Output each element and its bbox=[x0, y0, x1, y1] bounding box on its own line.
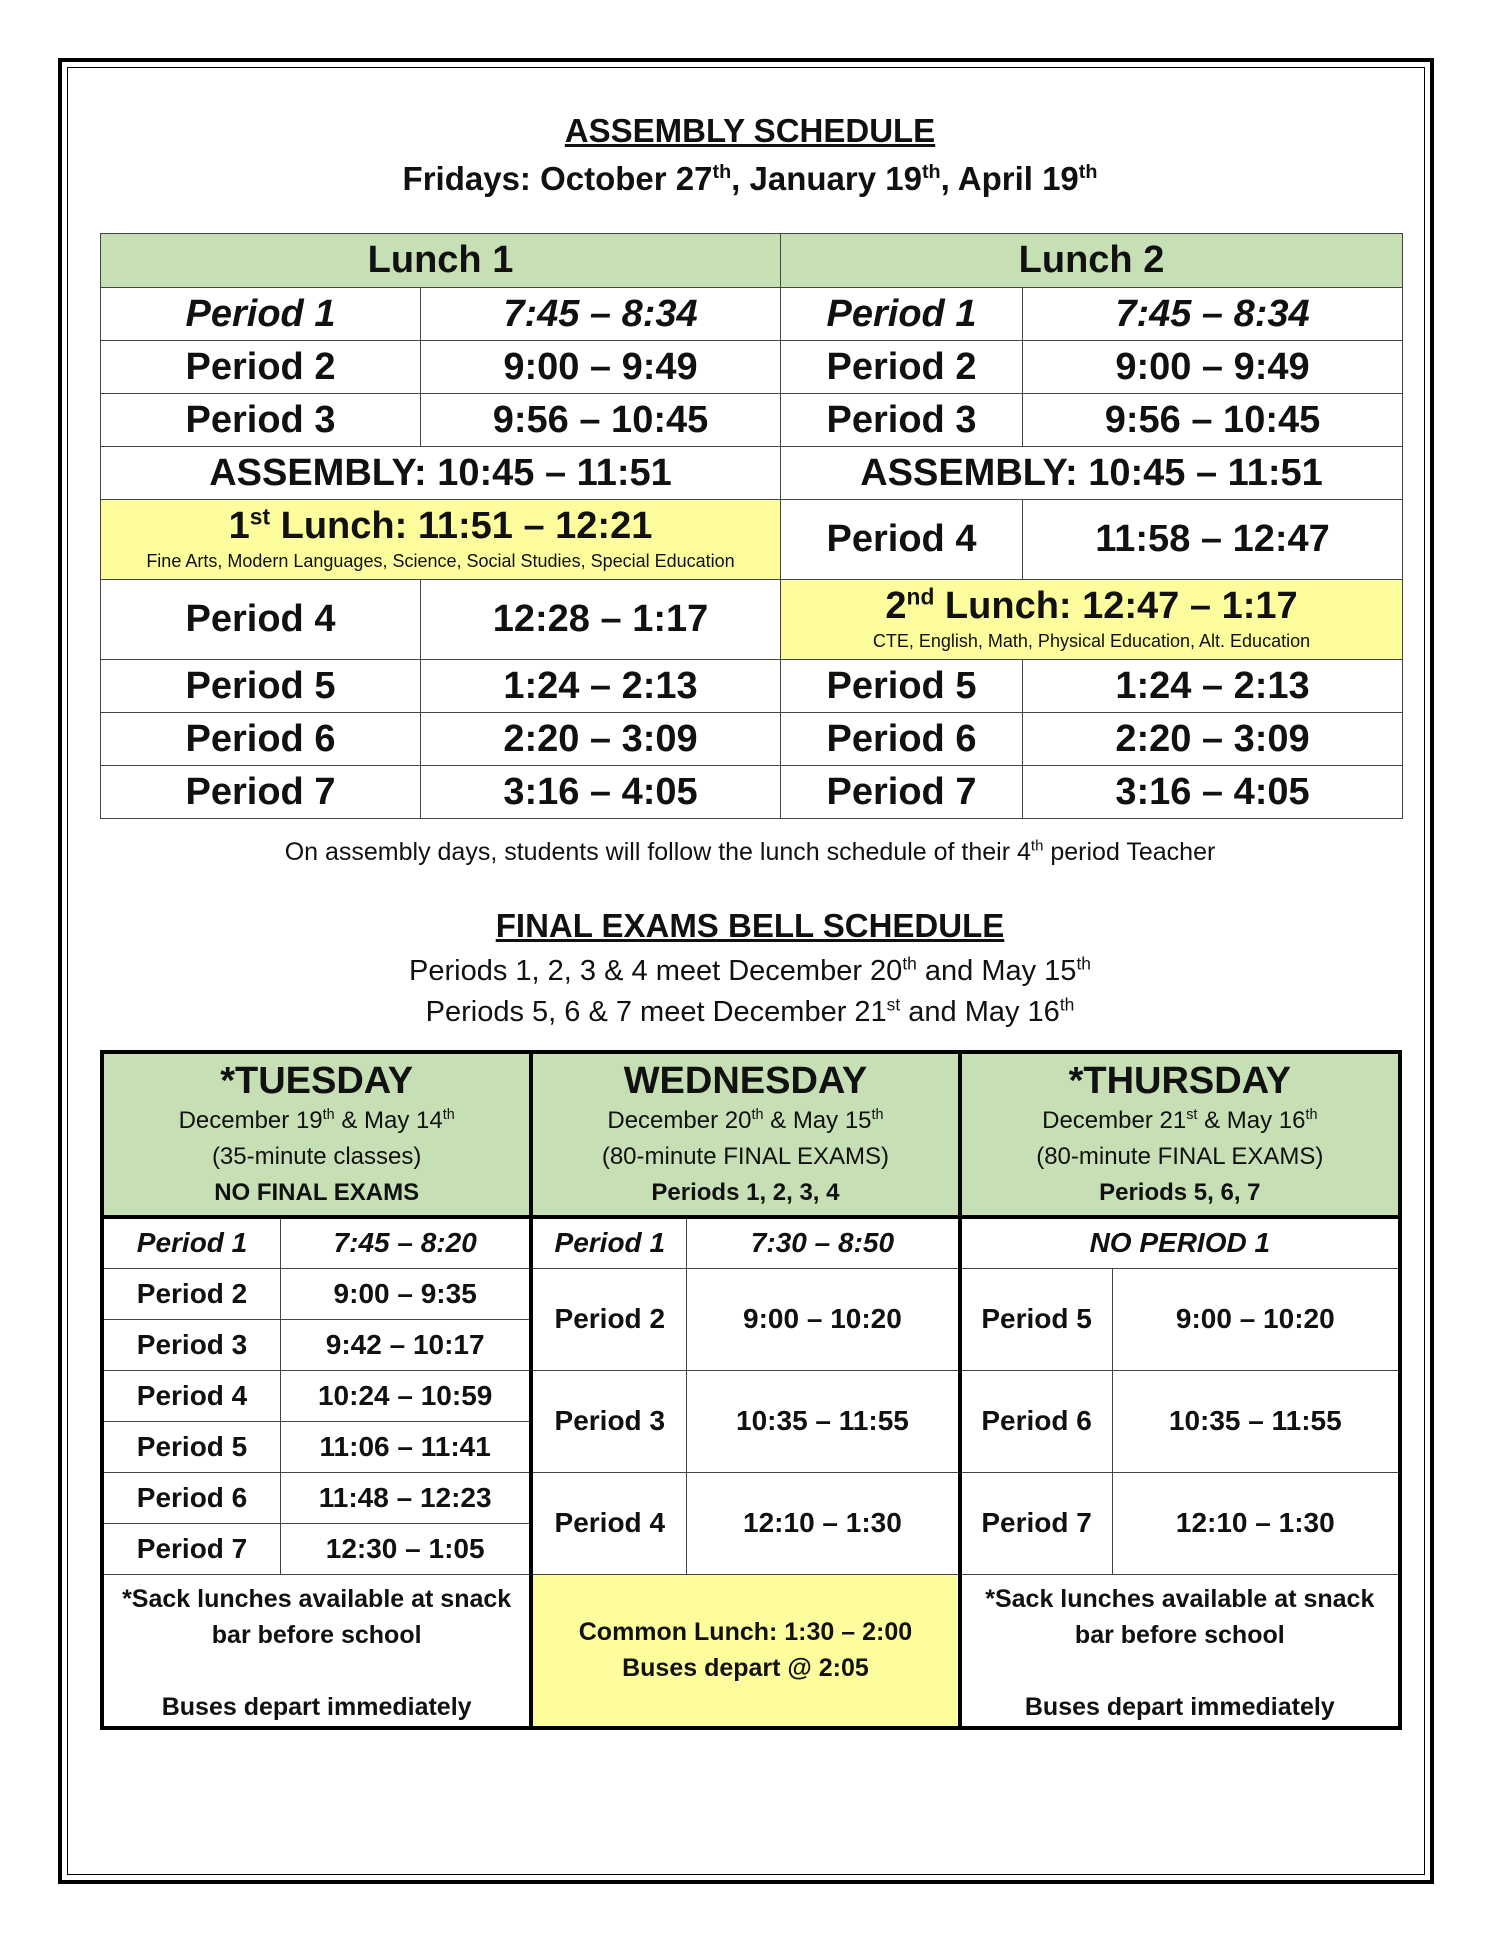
finals-line1: Periods 1, 2, 3 & 4 meet December 20th and May 15th bbox=[409, 953, 1091, 987]
period-label: Period 7 bbox=[960, 1472, 1112, 1574]
table-row bbox=[101, 660, 1403, 713]
table-row bbox=[102, 1217, 1400, 1268]
period-time: 2:20 – 3:09 bbox=[1023, 713, 1403, 766]
period-label: Period 6 bbox=[960, 1370, 1112, 1472]
table-row bbox=[101, 341, 1403, 394]
period-time: 7:45 – 8:20 bbox=[281, 1217, 532, 1268]
period-time: 7:30 – 8:50 bbox=[687, 1217, 960, 1268]
table-row bbox=[101, 394, 1403, 447]
second-lunch-cell: 2nd Lunch: 12:47 – 1:17 CTE, English, Math, Physical Education, Alt. Education bbox=[781, 580, 1403, 660]
table-row bbox=[102, 1268, 1400, 1319]
period-time: 1:24 – 2:13 bbox=[421, 660, 781, 713]
period-label: Period 6 bbox=[101, 713, 421, 766]
period-label: Period 5 bbox=[960, 1268, 1112, 1370]
thursday-note: *Sack lunches available at snack bar before school Buses depart immediately bbox=[960, 1574, 1400, 1728]
first-lunch-departments: Fine Arts, Modern Languages, Science, Social Studies, Special Education bbox=[146, 550, 735, 571]
table-row bbox=[101, 580, 1403, 660]
period-time: 12:10 – 1:30 bbox=[687, 1472, 960, 1574]
period-label: Period 3 bbox=[531, 1370, 686, 1472]
period-time: 12:10 – 1:30 bbox=[1112, 1472, 1400, 1574]
period-label: Period 4 bbox=[101, 580, 421, 660]
period-label: Period 4 bbox=[781, 500, 1023, 580]
period-label: Period 1 bbox=[102, 1217, 281, 1268]
period-label: Period 2 bbox=[101, 341, 421, 394]
table-row bbox=[101, 500, 1403, 580]
period-label: Period 2 bbox=[102, 1268, 281, 1319]
finals-title: FINAL EXAMS BELL SCHEDULE bbox=[495, 907, 1005, 944]
period-label: Period 2 bbox=[531, 1268, 686, 1370]
assembly-title: ASSEMBLY SCHEDULE bbox=[564, 112, 936, 149]
assembly-row bbox=[101, 447, 1403, 500]
period-label: Period 6 bbox=[102, 1472, 281, 1523]
period-time: 10:35 – 11:55 bbox=[687, 1370, 960, 1472]
period-time: 7:45 – 8:34 bbox=[421, 288, 781, 341]
period-time: 1:24 – 2:13 bbox=[1023, 660, 1403, 713]
period-label: Period 2 bbox=[781, 341, 1023, 394]
period-time: 9:00 – 9:49 bbox=[1023, 341, 1403, 394]
period-label: Period 3 bbox=[101, 394, 421, 447]
period-time: 12:30 – 1:05 bbox=[281, 1523, 532, 1574]
period-label: Period 5 bbox=[102, 1421, 281, 1472]
lunch2-header: Lunch 2 bbox=[781, 234, 1403, 288]
period-time: 12:28 – 1:17 bbox=[421, 580, 781, 660]
period-time: 9:56 – 10:45 bbox=[1023, 394, 1403, 447]
final-exams-table bbox=[100, 1050, 1402, 1730]
table-row bbox=[101, 713, 1403, 766]
period-time: 11:58 – 12:47 bbox=[1023, 500, 1403, 580]
table-row bbox=[102, 1472, 1400, 1523]
notes-row bbox=[102, 1574, 1400, 1728]
period-label: Period 5 bbox=[781, 660, 1023, 713]
period-time: 7:45 – 8:34 bbox=[1023, 288, 1403, 341]
assembly-time-lunch2: ASSEMBLY: 10:45 – 11:51 bbox=[781, 447, 1403, 500]
period-label: Period 4 bbox=[531, 1472, 686, 1574]
period-time: 9:00 – 10:20 bbox=[1112, 1268, 1400, 1370]
period-time: 9:42 – 10:17 bbox=[281, 1319, 532, 1370]
lunch1-header: Lunch 1 bbox=[101, 234, 781, 288]
second-lunch-departments: CTE, English, Math, Physical Education, Alt. Education bbox=[872, 630, 1311, 651]
period-time: 11:48 – 12:23 bbox=[281, 1472, 532, 1523]
period-time: 9:00 – 9:35 bbox=[281, 1268, 532, 1319]
period-label: Period 4 bbox=[102, 1370, 281, 1421]
assembly-note: On assembly days, students will follow the lunch schedule of their 4th period Teacher bbox=[284, 837, 1216, 866]
period-label: Period 1 bbox=[781, 288, 1023, 341]
period-label: Period 7 bbox=[102, 1523, 281, 1574]
assembly-time-lunch1: ASSEMBLY: 10:45 – 11:51 bbox=[101, 447, 781, 500]
wednesday-header: WEDNESDAY December 20th & May 15th (80-minute FINAL EXAMS) Periods 1, 2, 3, 4 bbox=[531, 1052, 959, 1217]
period-time: 2:20 – 3:09 bbox=[421, 713, 781, 766]
period-time: 9:56 – 10:45 bbox=[421, 394, 781, 447]
period-time: 9:00 – 10:20 bbox=[687, 1268, 960, 1370]
no-period-label: NO PERIOD 1 bbox=[960, 1217, 1400, 1268]
thursday-header: *THURSDAY December 21st & May 16th (80-minute FINAL EXAMS) Periods 5, 6, 7 bbox=[960, 1052, 1400, 1217]
period-label: Period 6 bbox=[781, 713, 1023, 766]
first-lunch-cell: 1st Lunch: 11:51 – 12:21 Fine Arts, Modern Languages, Science, Social Studies, Special Education bbox=[101, 500, 781, 580]
table-row bbox=[101, 288, 1403, 341]
assembly-dates: Fridays: October 27th, January 19th, April 19th bbox=[402, 160, 1098, 197]
table-row bbox=[102, 1370, 1400, 1421]
period-label: Period 3 bbox=[781, 394, 1023, 447]
finals-line2: Periods 5, 6 & 7 meet December 21st and May 16th bbox=[425, 994, 1075, 1028]
period-time: 9:00 – 9:49 bbox=[421, 341, 781, 394]
period-time: 10:24 – 10:59 bbox=[281, 1370, 532, 1421]
tuesday-note: *Sack lunches available at snack bar before school Buses depart immediately bbox=[102, 1574, 531, 1728]
period-label: Period 7 bbox=[781, 766, 1023, 819]
period-time: 3:16 – 4:05 bbox=[421, 766, 781, 819]
period-label: Period 1 bbox=[531, 1217, 686, 1268]
period-label: Period 7 bbox=[101, 766, 421, 819]
period-label: Period 5 bbox=[101, 660, 421, 713]
period-time: 10:35 – 11:55 bbox=[1112, 1370, 1400, 1472]
wednesday-note: Common Lunch: 1:30 – 2:00 Buses depart @ 2:05 bbox=[531, 1574, 959, 1728]
assembly-schedule-table bbox=[100, 233, 1403, 819]
period-time: 3:16 – 4:05 bbox=[1023, 766, 1403, 819]
period-time: 11:06 – 11:41 bbox=[281, 1421, 532, 1472]
table-row bbox=[101, 766, 1403, 819]
period-label: Period 1 bbox=[101, 288, 421, 341]
tuesday-header: *TUESDAY December 19th & May 14th (35-minute classes) NO FINAL EXAMS bbox=[102, 1052, 531, 1217]
period-label: Period 3 bbox=[102, 1319, 281, 1370]
